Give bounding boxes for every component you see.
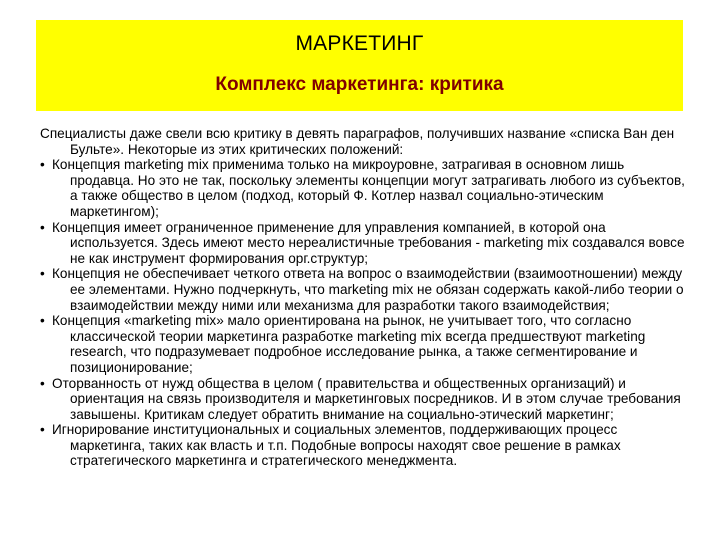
- list-item-text: Игнорирование институциональных и социальных элементов, поддерживающих процесс маркетинга, таких как власть и т.п. Подобные вопросы находят свое решение в рамках стратегического маркетинга и стратегического менеджмента.: [52, 422, 621, 469]
- bullet-icon: •: [40, 422, 45, 438]
- bullet-icon: •: [40, 219, 45, 235]
- list-item-text: Концепция marketing mix применима только на микроуровне, затрагивая в основном лишь продавца. Но это не так, поскольку элементы концепции могут затрагивать любого из субъектов, а также общество в целом (подход, который Ф. Котлер назвал социально-этическим маркетингом);: [52, 157, 685, 219]
- list-item: [40, 220, 690, 267]
- list-item-text: Концепция «marketing mix» мало ориентирована на рынок, не учитывает того, что согласно классической теории маркетинга разработке marketing mix всегда предшествуют marketing research, что подразумевает подробное исследование рынка, а также сегментирование и позиционирование;: [52, 313, 646, 375]
- list-item: [40, 422, 690, 469]
- intro-paragraph: [40, 126, 690, 157]
- slide-title: МАРКЕТИНГ: [295, 32, 424, 55]
- bullet-icon: •: [40, 313, 45, 329]
- list-item-text: Концепция имеет ограниченное применение для управления компанией, в которой она используется. Здесь имеют место нереалистичные требования - marketing mix создавался вовсе не как инструмент формирования орг.структур;: [52, 219, 685, 266]
- list-item: [40, 376, 690, 423]
- slide-subtitle: Комплекс маркетинга: критика: [215, 74, 504, 95]
- title-banner: [36, 20, 683, 111]
- bullet-icon: •: [40, 375, 45, 391]
- list-item-text: Оторванность от нужд общества в целом ( правительства и общественных организаций) и ориентация на связь производителя и маркетинговых посредников. И в этом случае требования завышены. Критикам следует обратить внимание на социально-этический маркетинг;: [52, 375, 681, 422]
- list-item: [40, 157, 690, 219]
- list-item-text: Концепция не обеспечивает четкого ответа на вопрос о взаимодействии (взаимоотношении) между ее элементами. Нужно подчеркнуть, что marketing mix не обязан содержать какой-либо теории о взаимодействии между ними или механизма для разработки такого взаимодействия;: [52, 266, 684, 313]
- list-item: [40, 313, 690, 375]
- bullet-icon: •: [40, 266, 45, 282]
- body-text: [40, 126, 690, 469]
- bullet-icon: •: [40, 157, 45, 173]
- intro-text: Специалисты даже свели всю критику в девять параграфов, получивших название «списка Ван ден Бульте». Некоторые из этих критических положений:: [40, 126, 675, 157]
- list-item: [40, 266, 690, 313]
